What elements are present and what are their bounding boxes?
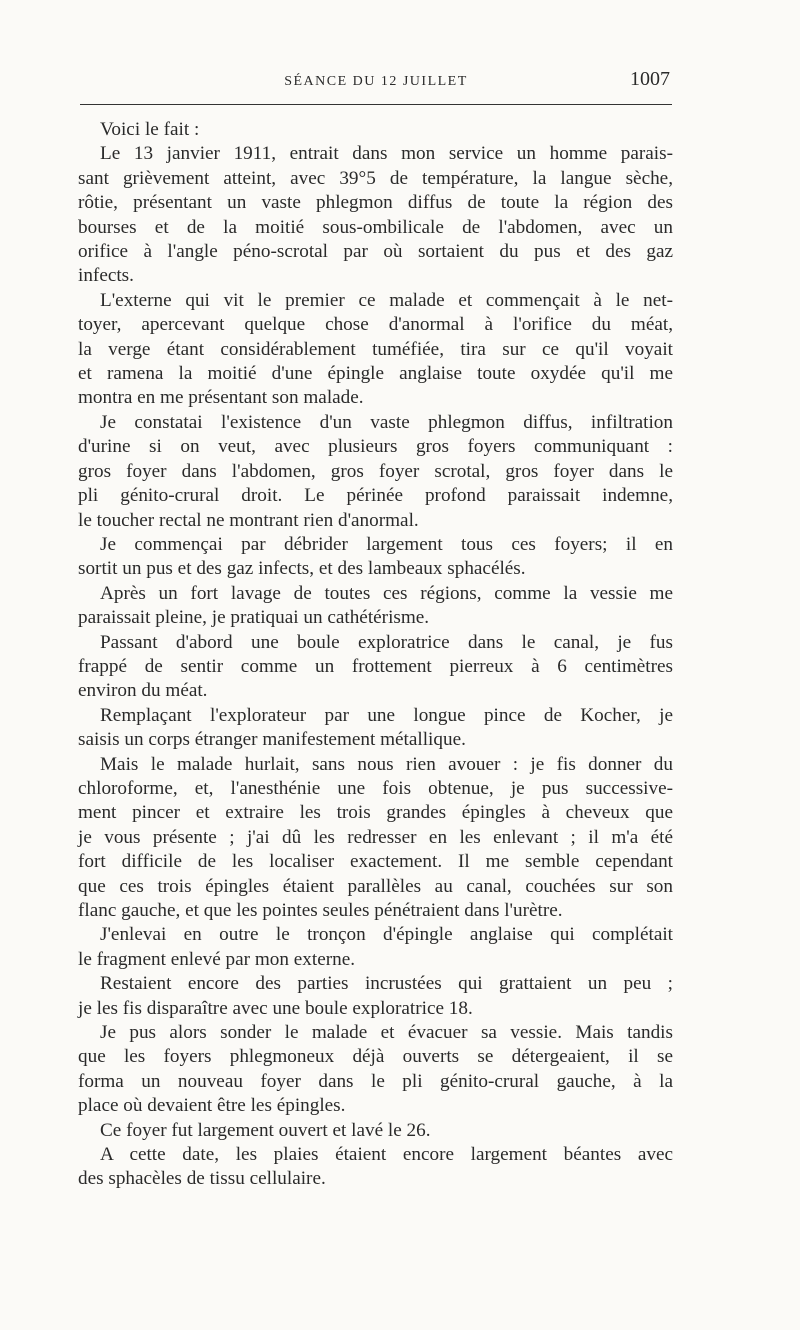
text-line: montra en me présentant son malade. xyxy=(78,387,364,409)
paragraph xyxy=(78,704,673,753)
text-line: je les fis disparaître avec une boule exploratrice 18. xyxy=(78,997,473,1019)
text-line: toyer, apercevant quelque chose d'anormal à l'orifice du méat, xyxy=(78,314,673,336)
text-line: que ces trois épingles étaient parallèles au canal, couchées sur son xyxy=(78,875,673,897)
paragraph xyxy=(78,289,673,411)
text-line: que les foyers phlegmoneux déjà ouverts se détergeaient, il se xyxy=(78,1046,673,1068)
text-line: Je pus alors sonder le malade et évacuer sa vessie. Mais tandis xyxy=(100,1022,673,1044)
text-line: et ramena la moitié d'une épingle anglaise toute oxydée qu'il me xyxy=(78,363,673,385)
paragraph xyxy=(78,1119,673,1143)
text-line: saisis un corps étranger manifestement métallique. xyxy=(78,729,466,751)
header-rule xyxy=(80,104,672,105)
text-line: Restaient encore des parties incrustées qui grattaient un peu ; xyxy=(100,973,673,995)
paragraph xyxy=(78,1143,673,1192)
text-line: orifice à l'angle péno-scrotal par où sortaient du pus et des gaz xyxy=(78,241,673,263)
paragraph xyxy=(78,582,673,631)
paragraph xyxy=(78,118,673,142)
text-line: A cette date, les plaies étaient encore largement béantes avec xyxy=(100,1144,673,1166)
text-line: Je constatai l'existence d'un vaste phlegmon diffus, infiltration xyxy=(100,411,673,433)
text-line: fort difficile de les localiser exactement. Il me semble cependant xyxy=(78,851,673,873)
paragraph xyxy=(78,1021,673,1119)
text-line: le fragment enlevé par mon externe. xyxy=(78,948,356,970)
text-line: le toucher rectal ne montrant rien d'anormal. xyxy=(78,509,419,531)
paragraph xyxy=(78,753,673,924)
text-line: forma un nouveau foyer dans le pli génito-crural gauche, à la xyxy=(78,1070,673,1092)
body-text xyxy=(78,118,673,1192)
text-line: Remplaçant l'explorateur par une longue pince de Kocher, je xyxy=(100,704,673,726)
text-line: chloroforme, et, l'anesthénie une fois obtenue, je pus successive- xyxy=(78,777,673,799)
text-line: J'enlevai en outre le tronçon d'épingle anglaise qui complétait xyxy=(100,924,673,946)
page-header xyxy=(80,66,672,96)
paragraph xyxy=(78,972,673,1021)
text-line: Je commençai par débrider largement tous ces foyers; il en xyxy=(100,533,673,555)
text-line: L'externe qui vit le premier ce malade et commençait à le net- xyxy=(100,289,673,311)
running-title: SÉANCE DU 12 JUILLET xyxy=(284,74,468,89)
text-line: pli génito-crural droit. Le périnée profond paraissait indemne, xyxy=(78,485,673,507)
text-line: rôtie, présentant un vaste phlegmon diffus de toute la région des xyxy=(78,192,673,214)
text-line: Mais le malade hurlait, sans nous rien avouer : je fis donner du xyxy=(100,753,673,775)
text-line: sortit un pus et des gaz infects, et des lambeaux sphacélés. xyxy=(78,558,526,580)
text-line: Ce foyer fut largement ouvert et lavé le 26. xyxy=(100,1119,431,1141)
page-number: 1007 xyxy=(630,68,670,90)
text-line: sant grièvement atteint, avec 39°5 de température, la langue sèche, xyxy=(78,167,673,189)
text-line: Voici le fait : xyxy=(100,119,200,140)
paragraph xyxy=(78,631,673,704)
text-line: je vous présente ; j'ai dû les redresser en les enlevant ; il m'a été xyxy=(78,826,673,848)
text-line: bourses et de la moitié sous-ombilicale de l'abdomen, avec un xyxy=(78,216,673,238)
paragraph xyxy=(78,142,673,288)
text-line: ment pincer et extraire les trois grandes épingles à cheveux que xyxy=(78,802,673,824)
paragraph xyxy=(78,533,673,582)
text-line: d'urine si on veut, avec plusieurs gros foyers communiquant : xyxy=(78,436,673,458)
text-line: infects. xyxy=(78,265,134,287)
paragraph xyxy=(78,411,673,533)
text-line: environ du méat. xyxy=(78,680,208,702)
text-line: Passant d'abord une boule exploratrice dans le canal, je fus xyxy=(100,631,673,653)
text-line: place où devaient être les épingles. xyxy=(78,1095,346,1117)
text-line: Après un fort lavage de toutes ces régions, comme la vessie me xyxy=(100,582,673,604)
text-line: Le 13 janvier 1911, entrait dans mon service un homme parais- xyxy=(100,143,673,165)
text-line: la verge étant considérablement tuméfiée, tira sur ce qu'il voyait xyxy=(78,338,673,360)
text-line: flanc gauche, et que les pointes seules pénétraient dans l'urètre. xyxy=(78,900,563,921)
text-line: des sphacèles de tissu cellulaire. xyxy=(78,1168,326,1190)
text-line: frappé de sentir comme un frottement pierreux à 6 centimètres xyxy=(78,655,673,677)
text-line: gros foyer dans l'abdomen, gros foyer scrotal, gros foyer dans le xyxy=(78,460,673,482)
text-line: paraissait pleine, je pratiquai un cathétérisme. xyxy=(78,607,430,629)
paragraph xyxy=(78,923,673,972)
